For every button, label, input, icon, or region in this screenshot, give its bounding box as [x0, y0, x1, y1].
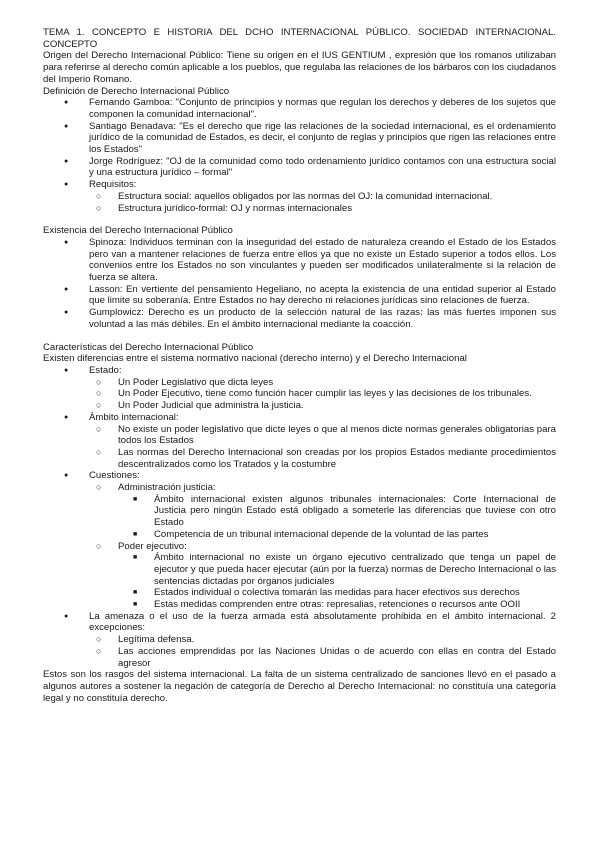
existence-heading: Existencia del Derecho Internacional Público [43, 225, 233, 237]
estado-list [89, 377, 556, 412]
list-item: ■ Ámbito internacional no existe un órgano ejecutivo centralizado que tenga un papel de ejecutor y que pueda hacer ejecutar (aún por la fuerza) normas de Derecho Internacional o las sentencias dictadas por órganos judiciales [118, 552, 556, 587]
list-item: ■ Competencia de un tribunal internacional depende de la voluntad de las partes [118, 529, 556, 541]
list-item-estado [43, 365, 556, 412]
list-item: ● Fernando Gamboa: "Conjunto de principios y normas que regulan los derechos y deberes de los sujetos que componen la comunidad internacional". [43, 97, 556, 120]
list-item: ○ Las normas del Derecho Internacional son creadas por los propios Estados mediante procedimientos descentralizados como los Tratados y la costumbre [89, 447, 556, 470]
list-item-requisitos [43, 179, 556, 214]
justicia-list [118, 494, 556, 541]
list-item: ■ Estados individual o colectiva tomarán las medidas para hacer efectivos sus derechos [118, 587, 556, 599]
document-title: TEMA 1. CONCEPTO E HISTORIA DEL DCHO INTERNACIONAL PÚBLICO. SOCIEDAD INTERNACIONAL. CONCEPTO [43, 27, 556, 50]
document-page [43, 27, 556, 704]
existence-list [43, 237, 556, 331]
list-item: ■ Estas medidas comprenden entre otras: represalias, retenciones o recursos ante OOII [118, 599, 556, 611]
list-item-cuestiones [43, 470, 556, 610]
definition-heading: Definición de Derecho Internacional Público [43, 85, 230, 97]
list-item: ○ Estructura jurídico-formal: OJ y normas internacionales [89, 203, 556, 215]
list-item-ejecutivo [89, 541, 556, 611]
origin-paragraph: Origen del Derecho Internacional Público: Tiene su origen en el IUS GENTIUM , expresión que los romanos utilizaban para referirse al derecho común aplicable a los pueblos, que regulaba las relaciones de los bárbaros con los ciudadanos del Imperio Romano. [43, 50, 556, 85]
ejecutivo-label: Poder ejecutivo: [118, 540, 187, 552]
list-item: ○ Un Poder Ejecutivo, tiene como función hacer cumplir las leyes y las decisiones de los tribunales. [89, 388, 556, 400]
list-item-fuerza [43, 611, 556, 670]
list-item: ○ No existe un poder legislativo que dicte leyes o que al menos dicte normas generales obligatorias para todos los Estados [89, 424, 556, 447]
list-item: ■ Ámbito internacional existen algunos tribunales internacionales: Corte Internacional de Justicia pero ningún Estado está obligado a someterle las diferencias que tuviese con otro Estado [118, 494, 556, 529]
ambito-label: Ámbito internacional: [89, 411, 179, 423]
estado-label: Estado: [89, 364, 122, 376]
requisitos-label: Requisitos: [89, 179, 137, 191]
list-item: ● Spinoza: Individuos terminan con la inseguridad del estado de naturaleza creando el Estado de los Estados pero van a mantener relaciones de fuerza entre ellos ya que no existe un Estado superior a todos ellos. Los convenios entre los Estados no son vinculantes y pueden ser modificados unilateralmente si la relación de fuerza se altera. [43, 237, 556, 284]
list-item: ● Jorge Rodríguez: "OJ de la comunidad como todo ordenamiento jurídico contamos con una estructura social y una estructura jurídico – formal" [43, 156, 556, 179]
list-item: ○ Legítima defensa. [89, 634, 556, 646]
ambito-list [89, 424, 556, 471]
requisitos-list [89, 191, 556, 214]
list-item: ○ Las acciones emprendidas por las Naciones Unidas o de acuerdo con ellas en contra del Estado agresor [89, 646, 556, 669]
list-item: ● Gumplowicz: Derecho es un producto de la selección natural de las razas: las más fuertes imponen sus voluntad a las más débiles. En el ámbito internacional mediante la coacción. [43, 307, 556, 330]
list-item-ambito [43, 412, 556, 471]
characteristics-heading: Características del Derecho Internacional Público [43, 341, 254, 353]
list-item: ● Lasson: En vertiente del pensamiento Hegeliano, no acepta la existencia de una entidad superior al Estado que limite su soberanía. Entre Estados no hay derecho ni relaciones jurídicas sino relaciones de fuerza. [43, 284, 556, 307]
cuestiones-label: Cuestiones: [89, 470, 140, 482]
list-item: ○ Estructura social: aquellos obligados por las normas del OJ: la comunidad internacional. [89, 191, 556, 203]
conclusion-paragraph: Estos son los rasgos del sistema internacional. La falta de un sistema centralizado de sanciones llevó en el pasado a algunos autores a sostener la negación de categoría de Derecho al Derecho Internacional: no constituía una categoría legal y no constituía derecho. [43, 669, 556, 704]
list-item-justicia [89, 482, 556, 541]
characteristics-intro: Existen diferencias entre el sistema normativo nacional (derecho interno) y el Derecho Internacional [43, 353, 467, 365]
fuerza-list [89, 634, 556, 669]
cuestiones-list [89, 482, 556, 611]
characteristics-list [43, 365, 556, 669]
definition-list [43, 97, 556, 214]
ejecutivo-list [118, 552, 556, 611]
list-item: ● Santiago Benadava: "Es el derecho que rige las relaciones de la sociedad internacional, es el ordenamiento jurídico de la comunidad de Estados, es decir, el conjunto de reglas y principios que rigen las relaciones entre los Estados" [43, 121, 556, 156]
list-item: ○ Un Poder Judicial que administra la justicia. [89, 400, 556, 412]
list-item: ○ Un Poder Legislativo que dicta leyes [89, 377, 556, 389]
justicia-label: Administración justicia: [118, 482, 216, 494]
fuerza-label: La amenaza o el uso de la fuerza armada está absolutamente prohibida en el ámbito internacional. 2 excepciones: [89, 610, 556, 634]
